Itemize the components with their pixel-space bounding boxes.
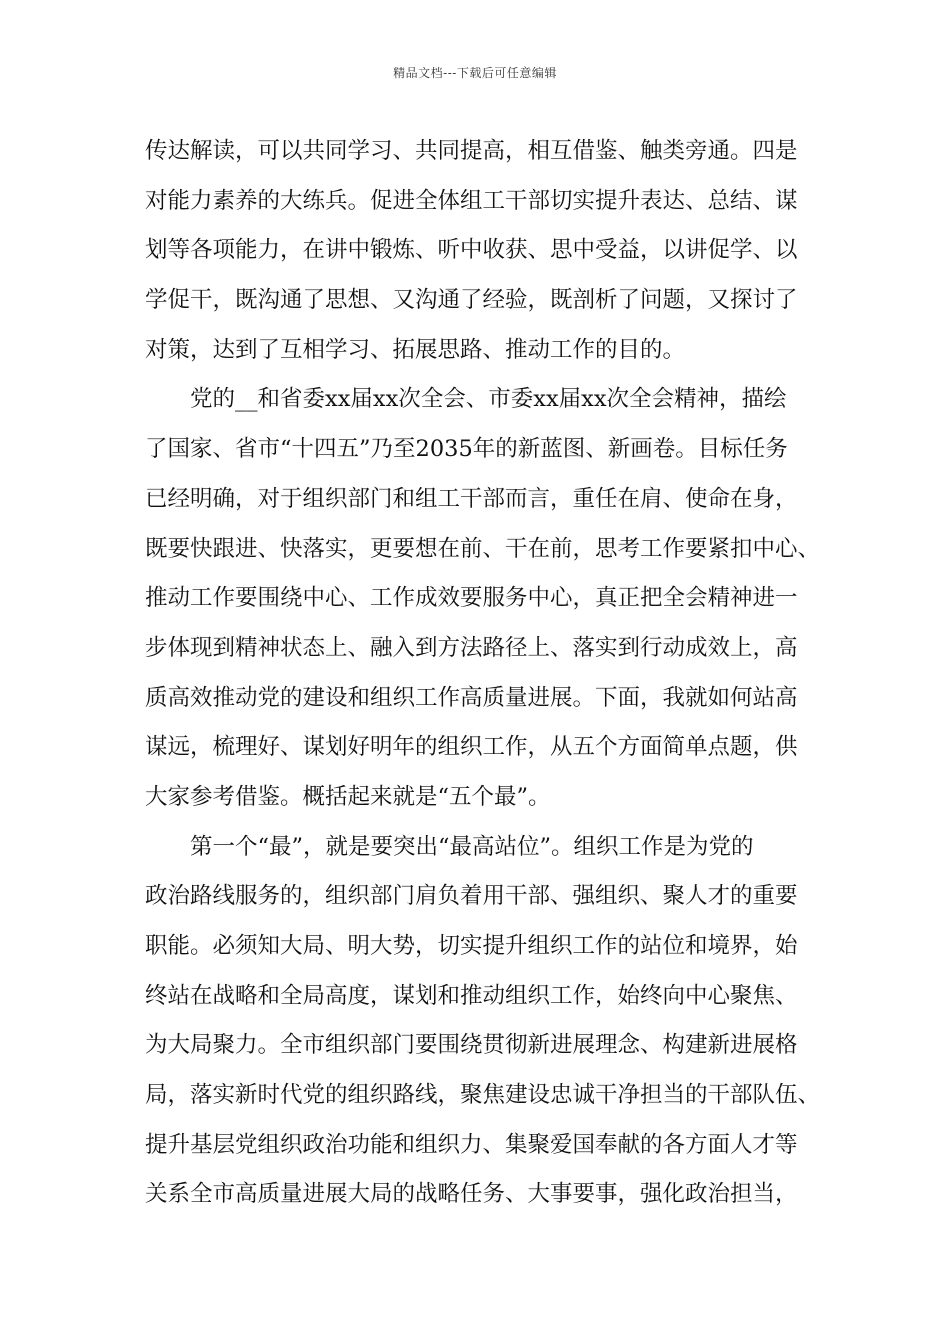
text-line: 提升基层党组织政治功能和组织力、集聚爱国奉献的各方面人才等 — [145, 1131, 798, 1158]
text-line: 已经明确，对于组织部门和组工干部而言，重任在肩、使命在身， — [145, 485, 798, 512]
paragraph-start-line: 党的__和省委xx届xx次全会、市委xx届xx次全会精神，描绘 — [190, 386, 787, 413]
paragraph-start-line: 第一个“最”，就是要突出“最高站位”。组织工作是为党的 — [190, 833, 754, 860]
text-line: 职能。必须知大局、明大势，切实提升组织工作的站位和境界，始 — [145, 933, 798, 959]
text-line: 对策，达到了互相学习、拓展思路、推动工作的目的。 — [145, 336, 686, 363]
text-line: 对能力素养的大练兵。促进全体组工干部切实提升表达、总结、谋 — [145, 187, 798, 214]
text-line: 步体现到精神状态上、融入到方法路径上、落实到行动成效上，高 — [145, 634, 798, 661]
text-line: 为大局聚力。全市组织部门要围绕贯彻新进展理念、构建新进展格 — [145, 1032, 798, 1059]
text-line: 政治路线服务的，组织部门肩负着用干部、强组织、聚人才的重要 — [145, 883, 798, 910]
text-line: 传达解读，可以共同学习、共同提高，相互借鉴、触类旁通。四是 — [145, 138, 798, 164]
document-body — [145, 127, 835, 1220]
text-line: 推动工作要围绕中心、工作成效要服务中心，真正把全会精神进一 — [145, 585, 798, 612]
page-header: 精品文档---下载后可任意编辑 — [393, 66, 557, 80]
text-line: 终站在战略和全局高度，谋划和推动组织工作，始终向中心聚焦、 — [145, 982, 798, 1009]
text-line: 既要快跟进、快落实，更要想在前、干在前，思考工作要紧扣中心、 — [145, 535, 821, 562]
text-line: 学促干，既沟通了思想、又沟通了经验，既剖析了问题，又探讨了 — [145, 287, 798, 314]
text-line: 大家参考借鉴。概括起来就是“五个最”。 — [145, 783, 551, 810]
text-line: 了国家、省市“十四五”乃至2035年的新蓝图、新画卷。目标任务 — [145, 436, 788, 463]
text-line: 关系全市高质量进展大局的战略任务、大事要事，强化政治担当， — [145, 1181, 798, 1208]
text-line: 局，落实新时代党的组织路线，聚焦建设忠诚干净担当的干部队伍、 — [145, 1082, 821, 1109]
text-line: 划等各项能力，在讲中锻炼、听中收获、思中受益，以讲促学、以 — [145, 237, 798, 264]
text-line: 质高效推动党的建设和组织工作高质量进展。下面，我就如何站高 — [145, 684, 798, 711]
text-line: 谋远，梳理好、谋划好明年的组织工作，从五个方面简单点题，供 — [145, 734, 798, 761]
